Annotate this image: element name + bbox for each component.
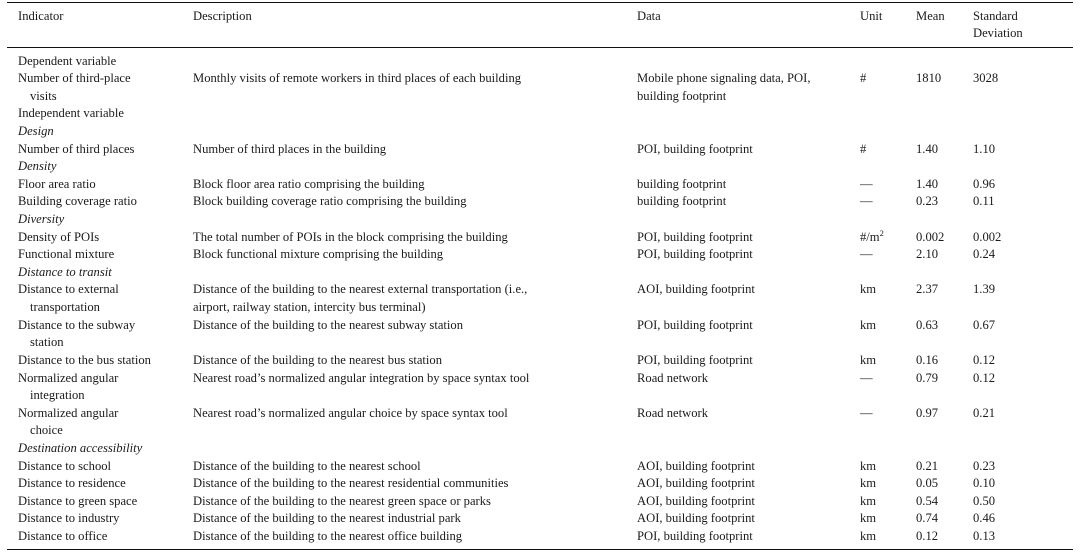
data-cell: AOI, building footprint [637, 458, 755, 473]
mean-cell: 2.10 [916, 247, 939, 261]
indicator-cell: Functional mixture [18, 247, 115, 261]
indicator-cell-cont: choice [30, 423, 63, 437]
mean-cell: 0.002 [916, 229, 945, 244]
sd-cell: 0.12 [973, 370, 996, 385]
indicator-cell: Number of third-place [18, 71, 131, 85]
header-sd-line2: Deviation [973, 26, 1023, 40]
sd-cell: 0.50 [973, 493, 996, 508]
sd-cell: 0.21 [973, 405, 996, 420]
table-top-rule [7, 2, 1073, 3]
header-sd-line1: Standard [973, 9, 1018, 23]
unit-cell [860, 229, 884, 247]
unit-cell: km [860, 353, 877, 367]
sd-cell: 0.46 [973, 511, 996, 525]
indicator-cell-cont: visits [30, 88, 57, 103]
description-cell: Nearest road’s normalized angular integration by space syntax tool [193, 370, 530, 385]
mean-cell: 0.16 [916, 353, 939, 367]
indicator-cell: Distance to the bus station [18, 353, 151, 367]
unit-cell: # [860, 71, 867, 85]
sd-cell: 0.96 [973, 176, 996, 191]
description-cell: Distance of the building to the nearest bus station [193, 353, 443, 367]
subsection-distance-to-transit: Distance to transit [18, 264, 112, 279]
description-cell: Distance of the building to the nearest residential communities [193, 476, 509, 490]
indicator-cell: Distance to external [18, 282, 119, 296]
mean-cell: 1810 [916, 71, 942, 85]
mean-cell: 0.63 [916, 317, 939, 332]
unit-cell: km [860, 528, 877, 543]
unit-cell: km [860, 282, 877, 296]
mean-cell: 0.23 [916, 194, 939, 208]
table-header-rule [7, 47, 1073, 48]
indicator-cell: Distance to school [18, 458, 112, 473]
sd-cell: 0.23 [973, 458, 996, 473]
data-cell: POI, building footprint [637, 528, 753, 543]
sd-cell: 3028 [973, 71, 999, 85]
mean-cell: 2.37 [916, 282, 939, 296]
description-cell: Nearest road’s normalized angular choice by space syntax tool [193, 405, 508, 420]
sd-cell: 0.12 [973, 353, 996, 367]
mean-cell: 0.74 [916, 511, 939, 525]
data-cell: AOI, building footprint [637, 511, 755, 525]
data-cell: building footprint [637, 176, 727, 191]
mean-cell: 0.54 [916, 493, 939, 508]
mean-cell: 1.40 [916, 141, 939, 156]
indicator-cell-cont: station [30, 335, 64, 349]
data-cell: building footprint [637, 194, 727, 208]
header-unit: Unit [860, 9, 883, 23]
indicator-cell: Normalized angular [18, 370, 119, 385]
data-cell: POI, building footprint [637, 317, 753, 332]
mean-cell: 0.97 [916, 405, 939, 420]
indicator-cell: Distance to industry [18, 511, 120, 525]
indicator-cell: Distance to the subway [18, 317, 136, 332]
indicator-cell: Building coverage ratio [18, 194, 137, 208]
unit-cell: — [860, 247, 873, 261]
header-indicator: Indicator [18, 9, 64, 23]
unit-cell: km [860, 458, 877, 473]
sd-cell: 1.10 [973, 141, 996, 156]
subsection-design: Design [18, 123, 54, 138]
data-cell: Road network [637, 370, 708, 385]
sd-cell: 0.002 [973, 229, 1002, 244]
sd-cell: 0.67 [973, 317, 996, 332]
description-cell: Distance of the building to the nearest industrial park [193, 511, 461, 525]
unit-cell: km [860, 493, 877, 508]
description-cell: Monthly visits of remote workers in third places of each building [193, 71, 522, 85]
header-mean: Mean [916, 9, 945, 23]
sd-cell: 0.10 [973, 476, 996, 490]
sd-cell: 0.24 [973, 247, 996, 261]
unit-cell: km [860, 476, 877, 490]
data-cell: AOI, building footprint [637, 476, 755, 490]
indicator-cell: Distance to residence [18, 476, 126, 490]
section-dependent-variable: Dependent variable [18, 54, 117, 68]
unit-cell: — [860, 405, 873, 420]
data-cell: Mobile phone signaling data, POI, [637, 71, 811, 85]
mean-cell: 0.21 [916, 458, 939, 473]
indicator-cell-cont: integration [30, 388, 85, 402]
description-cell: The total number of POIs in the block comprising the building [193, 229, 508, 244]
description-cell: Distance of the building to the nearest external transportation (i.e., [193, 282, 528, 296]
unit-cell: km [860, 511, 877, 525]
data-cell: POI, building footprint [637, 353, 753, 367]
unit-cell: — [860, 194, 873, 208]
subsection-diversity: Diversity [18, 211, 65, 226]
data-cell: POI, building footprint [637, 247, 753, 261]
indicator-cell: Distance to office [18, 528, 108, 543]
subsection-destination-accessibility: Destination accessibility [18, 441, 143, 455]
description-cell: Number of third places in the building [193, 141, 387, 156]
header-data: Data [637, 9, 661, 23]
unit-cell: km [860, 317, 877, 332]
section-independent-variable: Independent variable [18, 106, 124, 120]
table-bottom-rule [7, 549, 1073, 550]
mean-cell: 0.79 [916, 370, 939, 385]
header-description: Description [193, 9, 252, 23]
description-cell: Distance of the building to the nearest office building [193, 528, 463, 543]
description-cell: Block floor area ratio comprising the building [193, 176, 425, 191]
indicator-cell: Normalized angular [18, 405, 119, 420]
description-cell: Block building coverage ratio comprising the building [193, 194, 467, 208]
unit-base: #/m [860, 229, 880, 244]
unit-cell: — [860, 176, 873, 191]
unit-superscript: 2 [879, 227, 884, 238]
data-cell: POI, building footprint [637, 229, 753, 244]
data-cell: AOI, building footprint [637, 493, 755, 508]
sd-cell: 0.13 [973, 528, 996, 543]
data-cell-cont: building footprint [637, 88, 727, 103]
sd-cell: 0.11 [973, 194, 995, 208]
indicator-cell: Number of third places [18, 141, 135, 156]
description-cell: Distance of the building to the nearest subway station [193, 317, 464, 332]
data-cell: AOI, building footprint [637, 282, 755, 296]
indicator-cell: Density of POIs [18, 229, 100, 244]
unit-cell: # [860, 141, 867, 156]
mean-cell: 0.12 [916, 528, 939, 543]
description-cell: Block functional mixture comprising the building [193, 247, 444, 261]
unit-cell: — [860, 370, 873, 385]
data-cell: POI, building footprint [637, 141, 753, 156]
sd-cell: 1.39 [973, 282, 996, 296]
description-cell: Distance of the building to the nearest green space or parks [193, 493, 491, 508]
indicator-cell: Distance to green space [18, 493, 138, 508]
mean-cell: 1.40 [916, 176, 939, 191]
subsection-density: Density [18, 159, 57, 173]
description-cell: Distance of the building to the nearest school [193, 458, 421, 473]
indicator-cell-cont: transportation [30, 299, 100, 314]
data-cell: Road network [637, 405, 708, 420]
mean-cell: 0.05 [916, 476, 939, 490]
indicator-cell: Floor area ratio [18, 176, 96, 191]
description-cell-cont: airport, railway station, intercity bus terminal) [193, 299, 426, 314]
